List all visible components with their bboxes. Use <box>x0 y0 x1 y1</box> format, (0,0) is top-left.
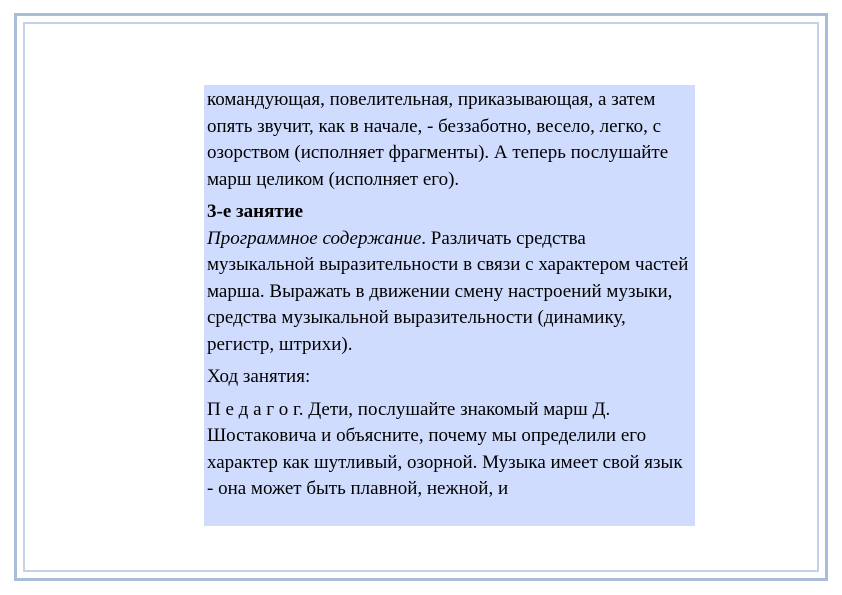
lesson-course: Ход занятия: <box>207 366 311 387</box>
lesson-heading: 3-е занятие <box>207 201 304 222</box>
program-text: . Различать средства музыкальной выразительности в связи с характером частей марша. Выражать в движении смену настроений музыки, средства музыкальной выразительности (динамику, регистр, штрихи). <box>207 227 689 355</box>
teacher-label: П е д а г о г. <box>207 398 304 420</box>
program-label: Программное содержание <box>207 227 422 249</box>
teacher-text: Дети, послушайте знакомый марш Д. Шостаковича и объясните, почему мы определили его характер как шутливый, озорной. Музыка имеет свой язык - она может быть плавной, нежной, и <box>207 398 683 499</box>
paragraph-teacher <box>207 397 692 503</box>
text-box <box>204 85 695 526</box>
paragraph-program <box>207 226 692 359</box>
paragraph-intro: командующая, повелительная, приказывающая, а затем опять звучит, как в начале, - беззаботно, весело, легко, с озорством (исполняет фрагменты). А теперь послушайте марш целиком (исполняет его). <box>207 89 669 190</box>
